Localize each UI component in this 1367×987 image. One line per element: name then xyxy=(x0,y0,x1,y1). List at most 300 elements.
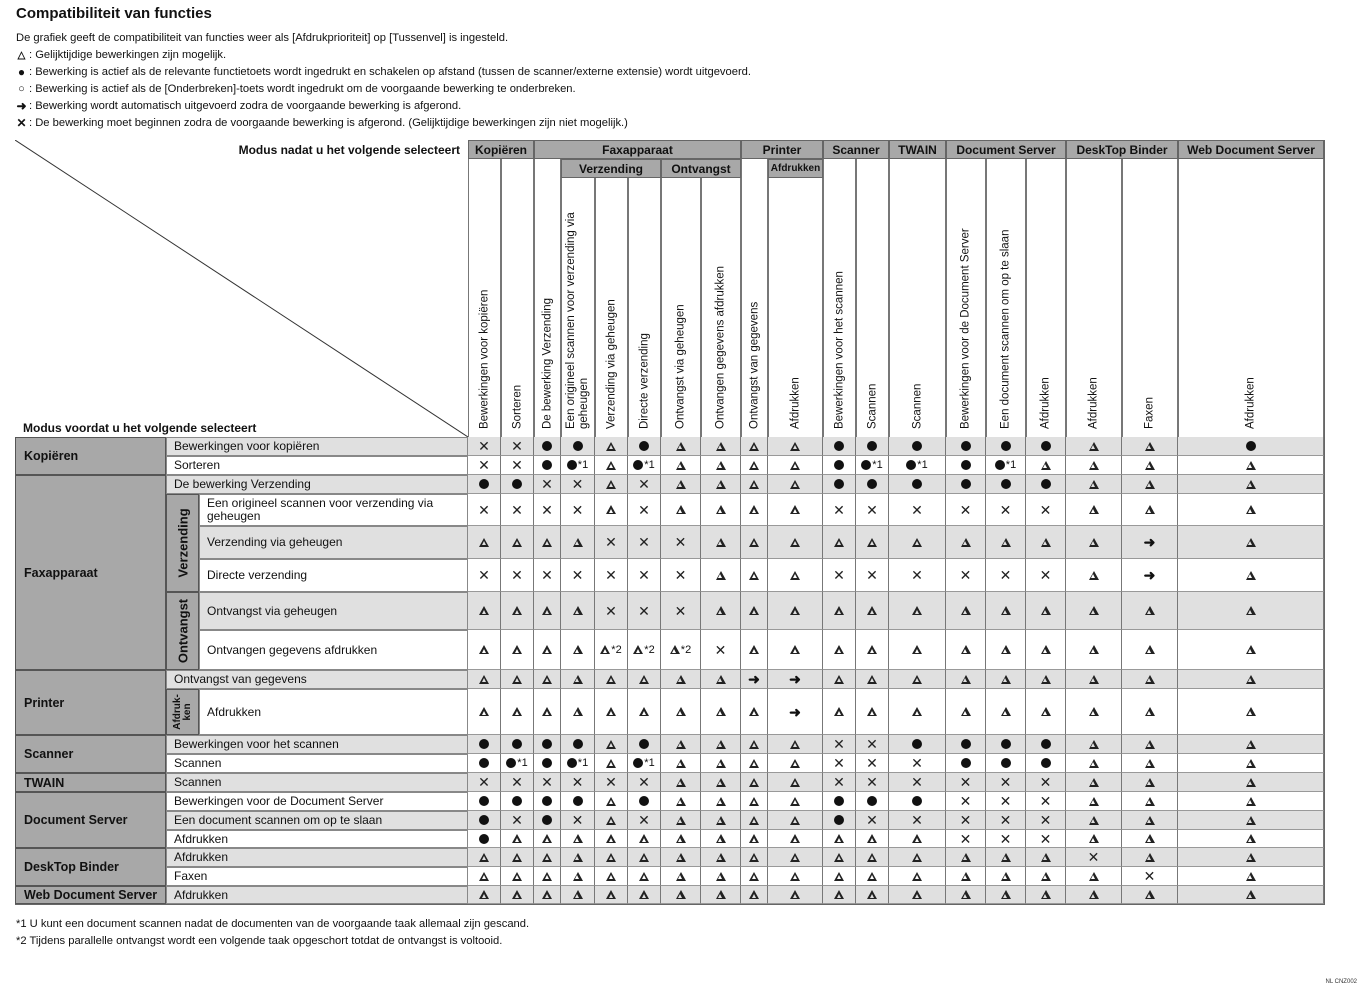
compat-cell xyxy=(768,494,823,526)
cross-icon: ✕ xyxy=(866,755,878,771)
compat-cell xyxy=(1066,526,1122,559)
compat-cell xyxy=(768,848,823,867)
compat-cell xyxy=(768,830,823,848)
filled-circle-icon xyxy=(479,815,489,825)
compat-cell xyxy=(768,526,823,559)
compat-cell xyxy=(628,526,661,559)
compat-cell xyxy=(595,592,628,630)
compat-cell xyxy=(534,630,561,670)
compat-cell xyxy=(1122,848,1178,867)
filled-circle-icon xyxy=(479,479,489,489)
compat-cell xyxy=(595,475,628,494)
compat-cell xyxy=(561,773,595,792)
compat-cell xyxy=(1122,689,1178,735)
filled-circle-icon xyxy=(512,739,522,749)
compat-cell xyxy=(1178,773,1324,792)
triangle-icon xyxy=(676,442,686,451)
compat-cell xyxy=(946,830,986,848)
column-header xyxy=(501,159,534,437)
compat-cell xyxy=(823,848,856,867)
triangle-icon xyxy=(1145,461,1155,470)
triangle-icon xyxy=(1145,890,1155,899)
compat-cell xyxy=(1066,494,1122,526)
intro-text: De grafiek geeft de compatibiliteit van functies weer als [Afdrukprioriteit] op [Tussenvel] is ingesteld. xyxy=(16,32,509,44)
row-group-header: Kopiëren xyxy=(15,437,166,475)
compat-cell xyxy=(741,526,768,559)
compat-cell xyxy=(889,630,946,670)
compat-cell xyxy=(856,689,889,735)
row-subgroup-header xyxy=(166,592,199,670)
compat-cell xyxy=(468,630,501,670)
compat-cell xyxy=(468,670,501,689)
triangle-icon xyxy=(606,853,616,862)
footnote-ref: *1 xyxy=(917,459,928,471)
triangle-icon xyxy=(834,890,844,899)
compat-cell xyxy=(986,559,1026,592)
compat-cell xyxy=(534,526,561,559)
filled-circle-icon xyxy=(912,796,922,806)
triangle-icon xyxy=(716,778,726,787)
column-header xyxy=(823,159,856,437)
compat-cell xyxy=(741,592,768,630)
row-label: Sorteren xyxy=(166,456,468,475)
triangle-icon xyxy=(1246,890,1256,899)
compat-cell xyxy=(661,630,701,670)
cross-icon: ✕ xyxy=(1143,868,1156,884)
cross-icon: ✕ xyxy=(511,501,523,518)
compat-cell xyxy=(661,773,701,792)
compat-cell xyxy=(1066,592,1122,630)
triangle-icon xyxy=(1089,606,1099,615)
cross-icon: ✕ xyxy=(1039,812,1052,828)
triangle-icon xyxy=(573,606,583,615)
triangle-icon xyxy=(573,872,583,881)
compat-cell xyxy=(889,848,946,867)
cross-icon: ✕ xyxy=(999,774,1012,790)
compat-cell xyxy=(856,630,889,670)
cross-icon: ✕ xyxy=(714,641,727,658)
filled-circle-icon xyxy=(912,479,922,489)
compat-cell xyxy=(946,773,986,792)
column-header-label: Scannen xyxy=(911,383,923,429)
triangle-icon xyxy=(606,442,616,451)
compat-cell xyxy=(628,848,661,867)
compat-cell xyxy=(946,848,986,867)
compat-cell xyxy=(661,475,701,494)
triangle-icon xyxy=(834,853,844,862)
compat-cell xyxy=(856,456,889,475)
triangle-icon xyxy=(1145,707,1155,716)
compat-cell xyxy=(661,592,701,630)
compat-cell xyxy=(661,830,701,848)
compat-cell xyxy=(1122,456,1178,475)
row-group-header: Printer xyxy=(15,670,166,735)
compat-cell xyxy=(768,689,823,735)
compat-cell xyxy=(701,811,741,830)
cross-icon: ✕ xyxy=(866,774,878,790)
column-header-label: Een origineel scannen voor verzending via geheugen xyxy=(565,212,590,429)
compat-cell xyxy=(946,494,986,526)
compat-cell xyxy=(628,830,661,848)
triangle-icon xyxy=(1089,797,1099,806)
compat-cell xyxy=(1122,754,1178,773)
triangle-icon xyxy=(912,645,922,654)
compat-cell xyxy=(768,735,823,754)
triangle-icon xyxy=(961,853,971,862)
compat-cell xyxy=(1178,867,1324,886)
row-group-header: Faxapparaat xyxy=(15,475,166,670)
column-header-label: Bewerkingen voor het scannen xyxy=(833,271,845,429)
compat-cell xyxy=(856,592,889,630)
compat-cell xyxy=(595,526,628,559)
compat-cell xyxy=(856,559,889,592)
compat-cell xyxy=(768,886,823,904)
compat-cell xyxy=(889,867,946,886)
triangle-icon xyxy=(573,707,583,716)
triangle-icon xyxy=(749,816,759,825)
row-label: Afdrukken xyxy=(166,848,468,867)
corner-bottom-label: Modus voordat u het volgende selecteert xyxy=(23,421,257,435)
triangle-icon xyxy=(1246,797,1256,806)
compat-cell xyxy=(661,754,701,773)
compat-cell xyxy=(628,475,661,494)
triangle-icon xyxy=(676,816,686,825)
row-label: Een origineel scannen voor verzending via geheugen xyxy=(199,494,468,526)
cross-icon: ✕ xyxy=(911,567,923,583)
filled-circle-icon xyxy=(567,460,577,470)
compat-cell xyxy=(946,437,986,456)
cross-icon: ✕ xyxy=(511,438,523,454)
compat-cell xyxy=(986,886,1026,904)
triangle-icon xyxy=(676,872,686,881)
filled-circle-icon xyxy=(542,796,552,806)
cross-icon: ✕ xyxy=(638,812,650,828)
compat-cell xyxy=(1178,592,1324,630)
compat-cell xyxy=(741,886,768,904)
triangle-icon xyxy=(512,890,522,899)
compat-cell xyxy=(628,592,661,630)
footnote-ref: *1 xyxy=(517,757,528,769)
cross-icon: ✕ xyxy=(999,812,1012,828)
compat-cell xyxy=(1066,848,1122,867)
compat-cell xyxy=(986,494,1026,526)
triangle-icon xyxy=(834,834,844,843)
triangle-icon xyxy=(676,778,686,787)
cross-icon: ✕ xyxy=(605,602,617,619)
compat-cell xyxy=(1178,754,1324,773)
compat-cell xyxy=(741,475,768,494)
compat-cell xyxy=(823,689,856,735)
compat-cell xyxy=(741,735,768,754)
compat-cell xyxy=(986,456,1026,475)
cross-icon: ✕ xyxy=(1087,849,1100,865)
triangle-icon xyxy=(716,442,726,451)
compat-cell xyxy=(628,811,661,830)
compat-cell xyxy=(1026,689,1066,735)
compat-cell xyxy=(823,811,856,830)
legend-item: ➜ : Bewerking wordt automatisch uitgevoerd zodra de voorgaande bewerking is afgerond. xyxy=(16,99,462,113)
row-group-header: Scanner xyxy=(15,735,166,773)
filled-circle-icon: ● xyxy=(17,65,26,79)
compat-cell xyxy=(534,830,561,848)
triangle-icon xyxy=(749,538,759,547)
triangle-icon xyxy=(676,505,686,514)
triangle-icon xyxy=(606,797,616,806)
triangle-icon xyxy=(512,645,522,654)
cross-icon: ✕ xyxy=(999,793,1012,809)
compat-cell xyxy=(889,494,946,526)
triangle-icon xyxy=(1246,480,1256,489)
triangle-icon xyxy=(1145,853,1155,862)
cross-icon: ✕ xyxy=(571,476,584,492)
triangle-icon xyxy=(790,442,800,451)
filled-circle-icon xyxy=(542,815,552,825)
compat-cell xyxy=(468,792,501,811)
cross-icon: ✕ xyxy=(511,812,523,828)
compat-cell xyxy=(501,773,534,792)
triangle-icon xyxy=(1145,442,1155,451)
compat-cell xyxy=(701,773,741,792)
compat-cell xyxy=(1122,886,1178,904)
cross-icon: ✕ xyxy=(571,501,584,518)
compat-cell xyxy=(595,630,628,670)
compat-cell xyxy=(1178,811,1324,830)
compat-cell xyxy=(1026,811,1066,830)
cross-icon: ✕ xyxy=(911,501,923,518)
column-header xyxy=(534,159,561,437)
row-group-header: Document Server xyxy=(15,792,166,848)
compat-cell xyxy=(595,830,628,848)
triangle-icon xyxy=(676,797,686,806)
compat-cell xyxy=(823,494,856,526)
open-circle-icon: ○ xyxy=(18,83,25,95)
compat-cell xyxy=(595,670,628,689)
column-header-label: Directe verzending xyxy=(638,333,650,429)
triangle-icon xyxy=(716,675,726,684)
compat-cell xyxy=(768,867,823,886)
triangle-icon xyxy=(716,707,726,716)
compat-cell xyxy=(986,437,1026,456)
triangle-icon xyxy=(1145,675,1155,684)
triangle-icon xyxy=(1089,480,1099,489)
triangle-icon xyxy=(834,645,844,654)
compat-cell xyxy=(595,792,628,811)
cross-icon: ✕ xyxy=(833,567,845,583)
compat-cell xyxy=(595,456,628,475)
compat-cell xyxy=(986,592,1026,630)
triangle-icon xyxy=(1145,505,1155,514)
compat-cell xyxy=(986,830,1026,848)
filled-circle-icon xyxy=(573,796,583,806)
cross-icon: ✕ xyxy=(1039,501,1052,518)
compat-cell xyxy=(661,735,701,754)
compat-cell xyxy=(501,848,534,867)
filled-circle-icon xyxy=(995,460,1005,470)
arrow-right-icon: ➜ xyxy=(748,671,760,687)
compat-cell xyxy=(701,792,741,811)
triangle-icon xyxy=(1145,645,1155,654)
triangle-icon xyxy=(1089,461,1099,470)
compat-cell xyxy=(701,867,741,886)
cross-icon: ✕ xyxy=(541,774,553,790)
compat-cell xyxy=(823,754,856,773)
compat-cell xyxy=(823,630,856,670)
triangle-icon xyxy=(1089,816,1099,825)
row-label: Ontvangst via geheugen xyxy=(199,592,468,630)
triangle-icon xyxy=(867,675,877,684)
column-header xyxy=(1178,159,1324,437)
compat-cell xyxy=(501,559,534,592)
compat-cell xyxy=(468,456,501,475)
triangle-icon xyxy=(633,645,643,654)
triangle-icon xyxy=(961,872,971,881)
compat-cell xyxy=(534,494,561,526)
compat-cell xyxy=(1178,494,1324,526)
row-label: Afdrukken xyxy=(166,830,468,848)
compat-cell xyxy=(1122,670,1178,689)
compat-cell xyxy=(561,437,595,456)
compat-cell xyxy=(856,811,889,830)
compat-cell xyxy=(561,559,595,592)
row-group-header: DeskTop Binder xyxy=(15,848,166,886)
row-group-header: TWAIN xyxy=(15,773,166,792)
cross-icon: ✕ xyxy=(1039,774,1052,790)
filled-circle-icon xyxy=(512,479,522,489)
compat-cell xyxy=(561,494,595,526)
compat-cell xyxy=(986,630,1026,670)
column-group-header: Document Server xyxy=(946,140,1066,159)
triangle-icon xyxy=(716,461,726,470)
triangle-icon xyxy=(912,538,922,547)
triangle-icon xyxy=(676,890,686,899)
compat-cell xyxy=(741,494,768,526)
compat-cell xyxy=(501,475,534,494)
triangle-icon xyxy=(867,853,877,862)
footnote-ref: *1 xyxy=(577,459,589,471)
triangle-icon xyxy=(716,740,726,749)
triangle-icon xyxy=(1041,872,1051,881)
compat-cell xyxy=(661,456,701,475)
filled-circle-icon xyxy=(961,460,971,470)
compat-cell xyxy=(1122,867,1178,886)
compat-cell xyxy=(1026,526,1066,559)
triangle-icon xyxy=(1089,778,1099,787)
triangle-icon xyxy=(716,834,726,843)
row-subgroup-header xyxy=(166,689,199,735)
triangle-icon xyxy=(542,606,552,615)
triangle-icon xyxy=(542,538,552,547)
triangle-icon xyxy=(790,571,800,580)
triangle-icon xyxy=(512,853,522,862)
compat-cell xyxy=(468,886,501,904)
compat-cell xyxy=(889,689,946,735)
compat-cell xyxy=(823,475,856,494)
triangle-icon xyxy=(573,834,583,843)
triangle-icon xyxy=(912,606,922,615)
cross-icon: ✕ xyxy=(638,602,650,619)
compat-cell xyxy=(856,848,889,867)
filled-circle-icon xyxy=(1001,739,1011,749)
column-header xyxy=(1026,159,1066,437)
triangle-icon xyxy=(961,707,971,716)
triangle-icon xyxy=(1089,645,1099,654)
cross-icon: ✕ xyxy=(674,567,687,583)
triangle-icon xyxy=(716,797,726,806)
triangle-icon xyxy=(716,816,726,825)
triangle-icon xyxy=(1145,816,1155,825)
compat-cell xyxy=(889,592,946,630)
compat-cell xyxy=(1122,526,1178,559)
compat-cell xyxy=(1026,848,1066,867)
triangle-icon xyxy=(834,675,844,684)
compat-cell xyxy=(768,754,823,773)
compat-cell xyxy=(1122,773,1178,792)
triangle-icon xyxy=(867,872,877,881)
triangle-icon xyxy=(749,834,759,843)
cross-icon: ✕ xyxy=(959,830,972,847)
column-header-label: Scannen xyxy=(866,383,878,429)
compat-cell xyxy=(561,754,595,773)
column-group-header: Faxapparaat xyxy=(534,140,741,159)
arrow-right-icon: ➜ xyxy=(789,703,801,720)
triangle-icon xyxy=(912,853,922,862)
triangle-icon xyxy=(1041,645,1051,654)
compat-cell xyxy=(501,494,534,526)
filled-circle-icon xyxy=(639,739,649,749)
compat-cell xyxy=(1122,494,1178,526)
column-header xyxy=(595,178,628,437)
compat-cell xyxy=(856,867,889,886)
legend-item: ● : Bewerking is actief als de relevante functietoets wordt ingedrukt en schakelen op afstand (tussen de scanner/externe extensie) wordt uitgevoerd. xyxy=(17,65,752,79)
compat-cell xyxy=(501,456,534,475)
triangle-icon xyxy=(542,853,552,862)
compat-cell xyxy=(701,848,741,867)
compat-cell xyxy=(1026,475,1066,494)
triangle-icon xyxy=(1089,740,1099,749)
column-group-header: Web Document Server xyxy=(1178,140,1324,159)
cross-icon: ✕ xyxy=(833,501,845,518)
triangle-icon xyxy=(749,872,759,881)
column-header xyxy=(1122,159,1178,437)
compat-cell xyxy=(856,437,889,456)
triangle-icon xyxy=(479,872,489,881)
compat-cell xyxy=(561,670,595,689)
triangle-icon xyxy=(834,707,844,716)
triangle-icon xyxy=(1246,872,1256,881)
compat-cell xyxy=(823,670,856,689)
triangle-icon xyxy=(606,872,616,881)
compat-cell xyxy=(741,811,768,830)
row-label: Faxen xyxy=(166,867,468,886)
compat-cell xyxy=(534,773,561,792)
row-label: Bewerkingen voor kopiëren xyxy=(166,437,468,456)
compat-cell xyxy=(468,754,501,773)
filled-circle-icon xyxy=(542,758,552,768)
compat-cell xyxy=(823,867,856,886)
compat-cell xyxy=(823,735,856,754)
triangle-icon xyxy=(749,890,759,899)
compat-cell xyxy=(856,886,889,904)
compat-cell xyxy=(534,792,561,811)
triangle-icon xyxy=(912,872,922,881)
triangle-icon xyxy=(716,538,726,547)
compat-cell xyxy=(856,735,889,754)
compat-cell xyxy=(889,754,946,773)
triangle-icon xyxy=(1246,707,1256,716)
triangle-icon xyxy=(676,759,686,768)
compat-cell xyxy=(595,773,628,792)
legend-item: △ : Gelijktijdige bewerkingen zijn mogelijk. xyxy=(16,47,751,64)
